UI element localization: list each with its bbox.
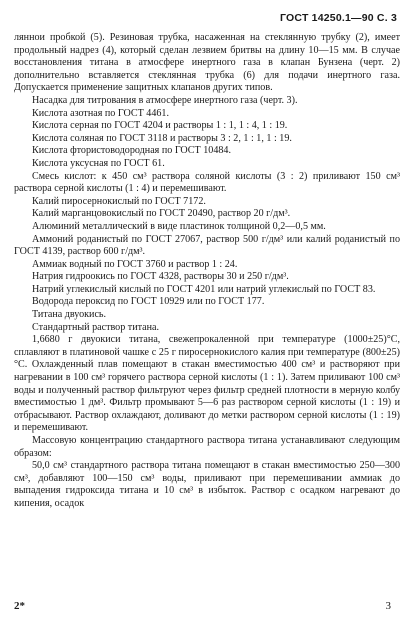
paragraph-item: Калий марганцовокислый по ГОСТ 20490, раствор 20 г/дм³. xyxy=(32,208,291,220)
paragraph-continuation: ляннои пробкой (5). Резиновая трубка, насаженная на стеклянную трубку (2), имеет продольный надрез (4), который сделан лезвием бритвы на длину 10—15 мм. В случае восстановления титана в атмосфере инертного газа в клапан Бунзена (черт. 2) дополнительно вставляется стеклянная трубка (6) для подачи инертного газа. Допускается применение защитных клапанов других типов. xyxy=(14,32,400,94)
page-header: ГОСТ 14250.1—90 С. 3 xyxy=(280,12,397,24)
page-number: 3 xyxy=(385,600,391,612)
paragraph-item: Стандартный раствор титана. xyxy=(32,321,160,333)
paragraph-item: Смесь кислот: к 450 см³ раствора соляной кислоты (3 : 2) приливают 150 см³ раствора серной кислоты (1 : 4) и перемешивают. xyxy=(14,170,400,195)
paragraph-item: Кислота уксусная по ГОСТ 61. xyxy=(32,157,165,169)
paragraph-item: Кислота соляная по ГОСТ 3118 и растворы 3 : 2, 1 : 1, 1 : 19. xyxy=(32,132,292,144)
document-body xyxy=(14,32,400,511)
paragraph-procedure: Массовую концентрацию стандартного раствора титана устанавливают следующим образом: xyxy=(14,435,400,459)
paragraph-item: Натрия гидроокись по ГОСТ 4328, растворы 30 и 250 г/дм³. xyxy=(32,271,289,283)
paragraph-item: Кислота серная по ГОСТ 4204 и растворы 1 : 1, 1 : 4, 1 : 19. xyxy=(32,120,288,132)
paragraph-item: Натрий углекислый кислый по ГОСТ 4201 или натрий углекислый по ГОСТ 83. xyxy=(32,283,376,295)
paragraph-item: Аммоний роданистый по ГОСТ 27067, раствор 500 г/дм³ или калий роданистый по ГОСТ 4139, раствор 600 г/дм³. xyxy=(14,233,400,258)
paragraph-item: Кислота азотная по ГОСТ 4461. xyxy=(32,107,169,119)
paragraph-procedure: 1,6680 г двуокиси титана, свежепрокаленной при температуре (1000±25)°С, сплавляют в платиновой чашке с 25 г пиросернокислого калия при температуре (800±25)°С. Охлажденный плав помещают в стакан вместимостью 400 см³ и растворяют при нагревании в 100 см³ горячего раствора серной кислоты (1 : 1). Затем приливают 100 см³ воды и полученный раствор фильтруют через фильтр средней плотности в мерную колбу вместимостью 1 дм³. Фильтр промывают 5—6 раз раствором серной кислоты (1 : 19) и отбрасывают. Раствор охлаждают, доливают до метки раствором серной кислоты (1 : 19) и перемешивают. xyxy=(14,334,400,434)
paragraph-procedure: 50,0 см³ стандартного раствора титана помещают в стакан вместимостью 250—300 см³, добавляют 100—150 см³ воды, приливают при перемешивании аммиак до выпадения гидроксида титана и 10 см³ в избыток. Раствор с осадком нагревают до кипения, осадок xyxy=(14,460,400,509)
sheet-mark: 2* xyxy=(14,600,25,612)
paragraph-item: Аммиак водный по ГОСТ 3760 и раствор 1 : 24. xyxy=(32,258,238,270)
paragraph-item: Водорода пероксид по ГОСТ 10929 или по ГОСТ 177. xyxy=(32,296,265,308)
paragraph-item: Алюминий металлический в виде пластинок толщиной 0,2—0,5 мм. xyxy=(32,220,326,232)
paragraph-item: Калий пиросернокислый по ГОСТ 7172. xyxy=(32,195,206,207)
paragraph-item: Титана двуокись. xyxy=(32,309,107,321)
paragraph-item: Насадка для титрования в атмосфере инертного газа (черт. 3). xyxy=(32,94,298,106)
paragraph-item: Кислота фтористоводородная по ГОСТ 10484. xyxy=(32,145,231,157)
